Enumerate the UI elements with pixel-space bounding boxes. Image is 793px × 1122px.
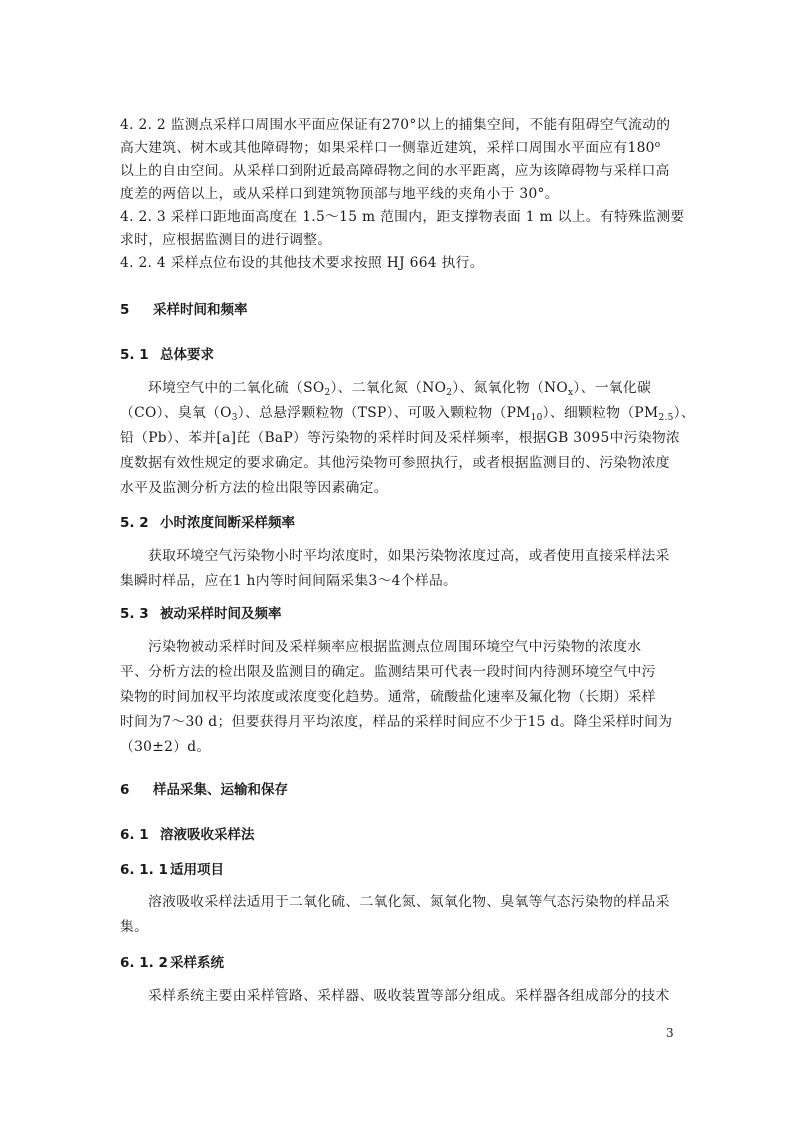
para-5-1-line-5: 水平及监测分析方法的检出限等因素确定。	[120, 480, 388, 496]
section-heading-5-2	[120, 513, 295, 533]
clause-4-2-4-line-1: 4. 2. 4 采样点位布设的其他技术要求按照 HJ 664 执行。	[120, 255, 484, 271]
para-5-1-line-1: 环境空气中的二氧化硫$(SO_2)$、二氧化氮$(NO_2)$、氮氧化物$(NO_x)$、一氧化碳	[148, 380, 652, 398]
section-heading-5-1	[120, 345, 214, 365]
para-6-1-1-line-1: 溶液吸收采样法适用于二氧化硫、二氧化氮、氮氧化物、臭氧等气态污染物的样品采	[148, 894, 670, 910]
clause-4-2-2-line-2: 高大建筑、树木或其他障碍物；如果采样口一侧靠近建筑，采样口周围水平面应有180$^o$	[120, 140, 661, 156]
section-number: 5. 3	[120, 606, 149, 622]
section-number: 6. 1. 2	[120, 955, 168, 971]
para-5-3-line-5: （30±2）d。	[120, 739, 211, 755]
clause-4-2-2-line-4: 度差的两倍以上，或从采样口到建筑物顶部与地平线的夹角小于 30°。	[120, 186, 559, 202]
section-heading-5-3	[120, 604, 282, 624]
para-5-1-line-4: 度数据有效性规定的要求确定。其他污染物可参照执行，或者根据监测目的、污染物浓度	[120, 455, 670, 471]
section-number: 6. 1	[120, 827, 149, 843]
section-heading-6-1	[120, 825, 255, 845]
para-5-3-line-4: 时间为7～30 d；但要获得月平均浓度，样品的采样时间应不少于15 d。降尘采样时间为	[120, 714, 673, 730]
section-title: 采样系统	[170, 955, 224, 971]
section-number: 5. 1	[120, 347, 149, 363]
section-heading-5	[120, 300, 248, 320]
section-title: 小时浓度间断采样频率	[160, 515, 295, 531]
clause-4-2-3-line-1: 4. 2. 3 采样口距地面高度在 1.5～15 m 范围内，距支撑物表面 1 m 以上。有特殊监测要	[120, 209, 685, 225]
para-5-2-line-2: 集瞬时样品，应在1 h内等时间间隔采集3～4个样品。	[120, 573, 458, 589]
section-number: 6. 1. 1	[120, 862, 168, 878]
section-title: 溶液吸收采样法	[160, 827, 255, 843]
clause-4-2-3-line-2: 求时，应根据监测目的进行调整。	[120, 232, 332, 248]
section-heading-6	[120, 780, 288, 800]
para-6-1-1-line-2: 集。	[120, 919, 149, 935]
section-heading-6-1-2	[120, 953, 224, 973]
para-5-2-line-1: 获取环境空气污染物小时平均浓度时，如果污染物浓度过高，或者使用直接采样法采	[148, 548, 670, 564]
section-title: 总体要求	[160, 347, 214, 363]
section-heading-6-1-1	[120, 860, 224, 880]
para-5-1-line-2: （CO）、臭氧$(O_3)$、总悬浮颗粒物（TSP）、可吸入颗粒物$(PM_{10})$、细颗粒物$(PM_{2.5})$、	[120, 405, 695, 423]
section-number: 6	[120, 782, 130, 798]
section-title: 适用项目	[170, 862, 224, 878]
section-number: 5	[120, 302, 130, 318]
para-5-3-line-3: 染物的时间加权平均浓度或浓度变化趋势。通常，硫酸盐化速率及氟化物（长期）采样	[120, 689, 656, 705]
section-title: 被动采样时间及频率	[160, 606, 282, 622]
para-5-3-line-2: 平、分析方法的检出限及监测目的确定。监测结果可代表一段时间内待测环境空气中污	[120, 664, 656, 680]
page-number: 3	[666, 1026, 674, 1040]
para-6-1-2-line-1: 采样系统主要由采样管路、采样器、吸收装置等部分组成。采样器各组成部分的技术	[148, 988, 670, 1004]
clause-4-2-2-line-3: 以上的自由空间。从采样口到附近最高障碍物之间的水平距离，应为该障碍物与采样口高	[120, 163, 670, 179]
section-title: 样品采集、运输和保存	[153, 782, 288, 798]
para-5-1-line-3: 铅（Pb）、苯并[a]芘（BaP）等污染物的采样时间及采样频率，根据GB 3095中污染物浓	[120, 430, 681, 446]
section-title: 采样时间和频率	[153, 302, 248, 318]
clause-4-2-2-line-1: 4. 2. 2 监测点采样口周围水平面应保证有270°以上的捕集空间，不能有阻碍空气流动的	[120, 117, 671, 133]
section-number: 5. 2	[120, 515, 149, 531]
para-5-3-line-1: 污染物被动采样时间及采样频率应根据监测点位周围环境空气中污染物的浓度水	[148, 639, 642, 655]
